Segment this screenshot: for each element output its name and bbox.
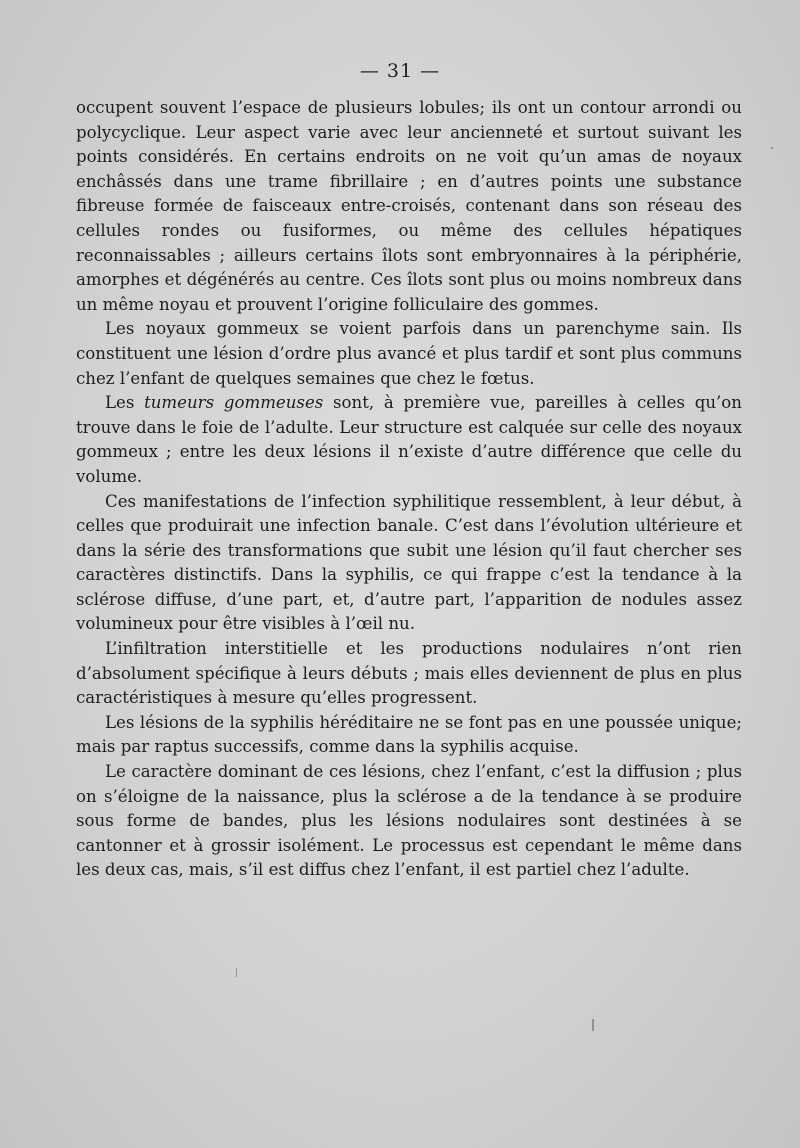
- paragraph: [76, 637, 742, 711]
- text-segment: Les lésions de la syphilis héréditaire ne se font pas en une poussée unique; mais par raptus successifs, comme dans la syphilis acquise.: [76, 712, 742, 757]
- paragraph: [76, 490, 742, 638]
- page-number: — 31 —: [359, 60, 441, 82]
- text-segment: Les noyaux gommeux se voient parfois dans un parenchyme sain. Ils constituent une lésion d’ordre plus avancé et plus tardif et sont plus communs chez l’enfant de quelques semaines que chez le fœtus.: [76, 319, 742, 388]
- scan-speck: [236, 968, 237, 977]
- text-segment: occupent souvent l’espace de plusieurs lobules; ils ont un contour arrondi ou polycyclique. Leur aspect varie avec leur ancienneté et surtout suivant les points considérés. En certains endroits on ne voit qu’un amas de noyaux enchâssés dans une trame fibrillaire ; en d’autres points une substance fibreuse formée de faisceaux entre-croisés, contenant dans son réseau des cellules rondes ou fusiformes, ou même des cellules hépatiques reconnaissables ; ailleurs certains îlots sont embryonnaires à la périphérie, amorphes et dégénérés au centre. Ces îlots sont plus ou moins nombreux dans un même noyau et prouvent l’origine folliculaire des gommes.: [76, 98, 742, 314]
- paragraph: [76, 391, 742, 489]
- scan-speck: [592, 1019, 594, 1031]
- body-text: [76, 96, 742, 883]
- paragraph: [76, 96, 742, 317]
- scan-speck: [771, 147, 773, 149]
- paragraph: [76, 317, 742, 391]
- italic-text: tumeurs gommeuses: [144, 393, 324, 413]
- text-segment: L’infiltration interstitielle et les productions nodulaires n’ont rien d’absolument spécifique à leurs débuts ; mais elles deviennent de plus en plus caractéristiques à mesure qu’elles progressent.: [76, 639, 742, 708]
- text-segment: sont, à première vue, pareilles à celles qu’on trouve dans le foie de l’adulte. Leur structure est calquée sur celle des noyaux gommeux ; entre les deux lésions il n’existe d’autre différence que celle du volume.: [76, 393, 742, 486]
- paragraph: [76, 711, 742, 760]
- paragraph: [76, 760, 742, 883]
- text-segment: Le caractère dominant de ces lésions, chez l’enfant, c’est la diffusion ; plus on s’éloigne de la naissance, plus la sclérose a de la tendance à se produire sous forme de bandes, plus les lésions nodulaires sont destinées à se cantonner et à grossir isolément. Le processus est cependant le même dans les deux cas, mais, s’il est diffus chez l’enfant, il est partiel chez l’adulte.: [76, 762, 742, 880]
- text-segment: Ces manifestations de l’infection syphilitique ressemblent, à leur début, à celles que produirait une infection banale. C’est dans l’évolution ultérieure et dans la série des transformations que subit une lésion qu’il faut chercher ses caractères distinctifs. Dans la syphilis, ce qui frappe c’est la tendance à la sclérose diffuse, d’une part, et, d’autre part, l’apparition de nodules assez volumineux pour être visibles à l’œil nu.: [76, 491, 742, 634]
- text-segment: Les: [105, 393, 145, 413]
